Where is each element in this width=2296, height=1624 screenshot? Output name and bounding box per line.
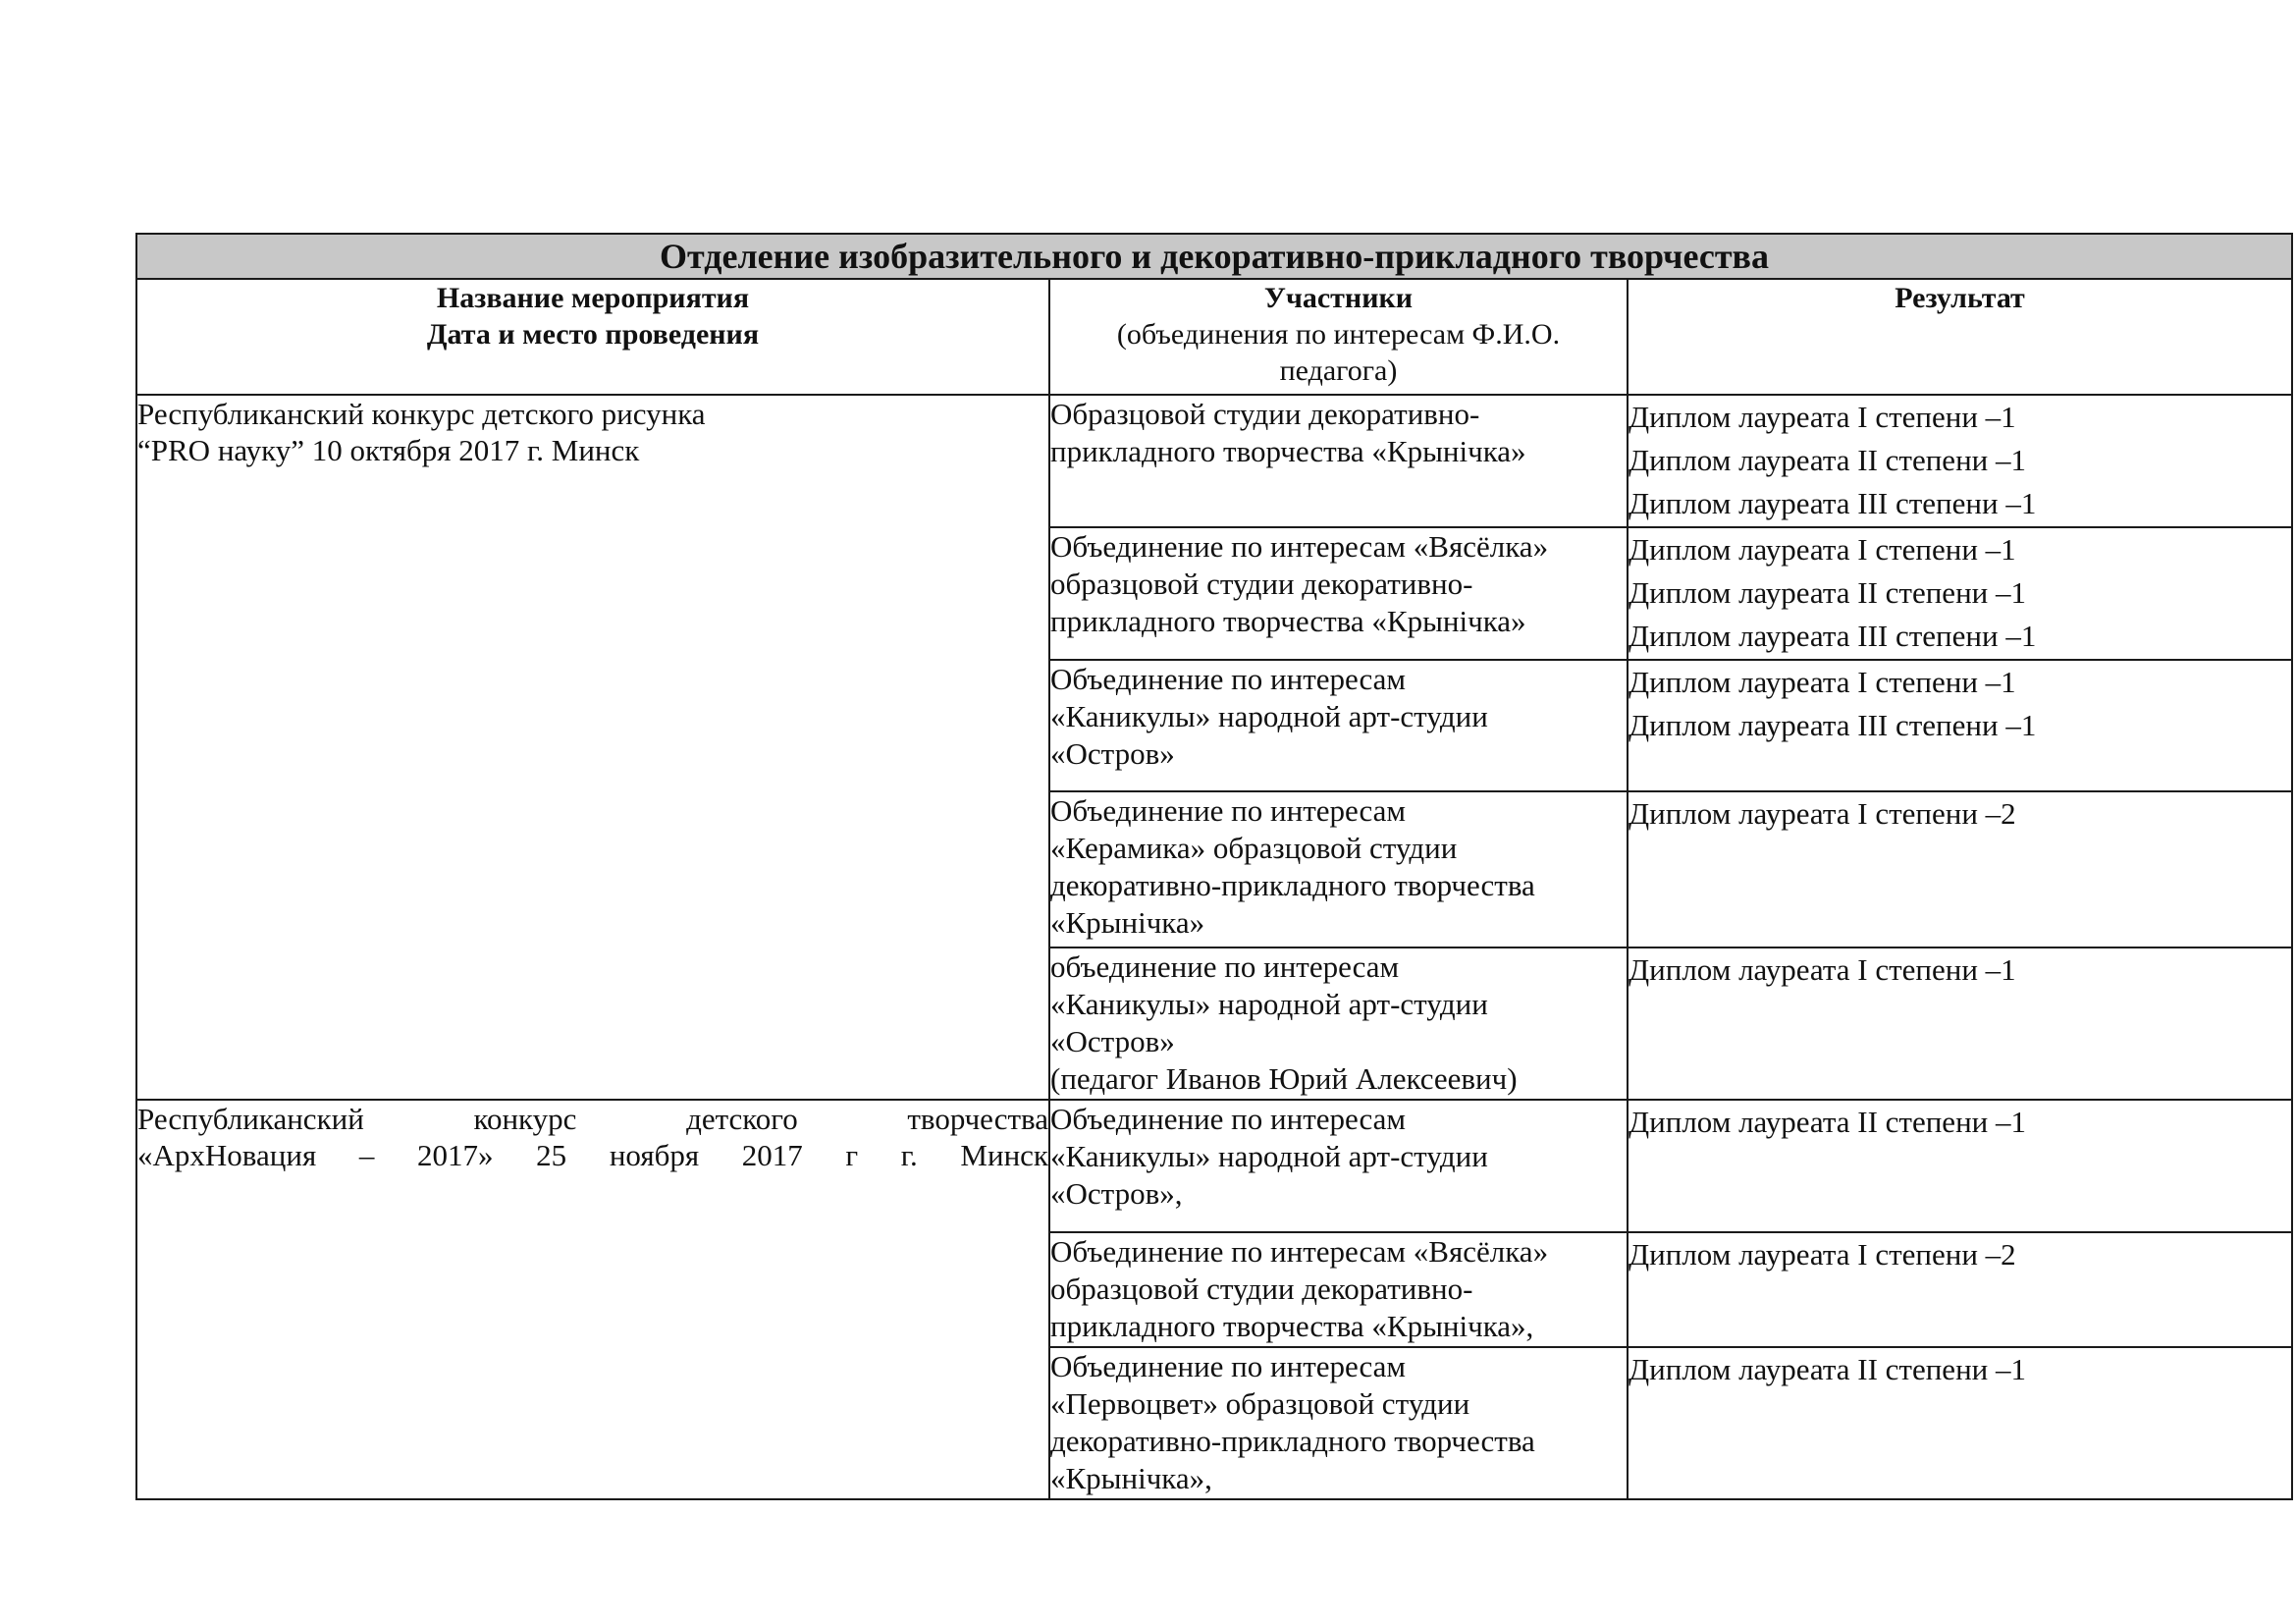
result-line: Диплом лауреата III степени –1 (1629, 708, 2037, 742)
section-title-row (136, 234, 2292, 279)
participant-line: (педагог Иванов Юрий Алексеевич) (1050, 1061, 1518, 1096)
result-line: Диплом лауреата II степени –1 (1629, 575, 2026, 610)
participant-line: Образцовой студии декоративно- (1050, 397, 1480, 431)
participant-line: Объединение по интересам (1050, 662, 1407, 696)
table-row (136, 395, 2292, 527)
header-participants-title: Участники (1263, 282, 1414, 314)
event-line: Республиканский конкурс детского творчества (137, 1102, 1048, 1136)
participant-cell (1049, 791, 1628, 947)
result-line: Диплом лауреата II степени –1 (1629, 1105, 2026, 1139)
participant-line: декоративно-прикладного творчества (1050, 868, 1535, 902)
result-cell (1628, 1232, 2292, 1347)
participant-line: образцовой студии декоративно- (1050, 1272, 1473, 1306)
participant-line: Объединение по интересам (1050, 793, 1407, 828)
result-line: Диплом лауреата III степени –1 (1629, 619, 2037, 653)
result-line: Диплом лауреата I степени –1 (1629, 952, 2016, 987)
participant-line: «Остров» (1050, 1024, 1175, 1058)
event-line: “PRO науку” 10 октября 2017 г. Минск (137, 433, 640, 467)
header-participants-note-1: (объединения по интересам Ф.И.О. (1116, 318, 1561, 351)
event-cell (136, 1100, 1049, 1499)
participant-line: «Крынічка», (1050, 1461, 1212, 1495)
result-cell (1628, 660, 2292, 791)
event-cell (136, 395, 1049, 1100)
participant-line: Объединение по интересам (1050, 1102, 1407, 1136)
results-table (135, 233, 2293, 1500)
participant-cell (1049, 660, 1628, 791)
header-row (136, 279, 2292, 395)
participant-cell (1049, 1100, 1628, 1232)
participant-cell (1049, 527, 1628, 660)
participant-line: Объединение по интересам (1050, 1349, 1407, 1383)
result-line: Диплом лауреата I степени –2 (1629, 1237, 2016, 1272)
participant-line: «Крынічка» (1050, 905, 1205, 940)
result-cell (1628, 395, 2292, 527)
result-cell (1628, 1347, 2292, 1499)
participant-line: «Остров», (1050, 1176, 1183, 1211)
result-cell (1628, 1100, 2292, 1232)
header-result (1628, 279, 2292, 395)
result-cell (1628, 791, 2292, 947)
result-cell (1628, 527, 2292, 660)
event-line: Республиканский конкурс детского рисунка (137, 397, 706, 431)
participant-cell (1049, 395, 1628, 527)
result-cell (1628, 947, 2292, 1100)
header-participants (1049, 279, 1628, 395)
result-line: Диплом лауреата I степени –1 (1629, 532, 2016, 567)
header-event (136, 279, 1049, 395)
section-title: Отделение изобразительного и декоративно-прикладного творчества (136, 234, 2292, 279)
result-line: Диплом лауреата III степени –1 (1629, 486, 2037, 520)
table-row (136, 1100, 2292, 1232)
participant-cell (1049, 947, 1628, 1100)
event-line: «АрхНовация – 2017» 25 ноября 2017 г г. Минск (137, 1138, 1048, 1172)
participant-line: Объединение по интересам «Вясёлка» (1050, 1234, 1549, 1269)
participant-line: Объединение по интересам «Вясёлка» (1050, 529, 1549, 564)
participant-line: «Остров» (1050, 736, 1175, 771)
result-line: Диплом лауреата II степени –1 (1629, 1352, 2026, 1386)
participant-line: «Каникулы» народной арт-студии (1050, 1139, 1488, 1173)
participant-line: прикладного творчества «Крынічка» (1050, 604, 1526, 638)
participant-line: прикладного творчества «Крынічка», (1050, 1309, 1534, 1343)
result-line: Диплом лауреата I степени –2 (1629, 796, 2016, 831)
participant-line: образцовой студии декоративно- (1050, 567, 1473, 601)
result-line: Диплом лауреата I степени –1 (1629, 665, 2016, 699)
participant-line: «Каникулы» народной арт-студии (1050, 987, 1488, 1021)
header-event-name: Название мероприятия (436, 282, 750, 314)
participant-cell (1049, 1232, 1628, 1347)
header-event-date: Дата и место проведения (426, 318, 760, 351)
result-line: Диплом лауреата I степени –1 (1629, 400, 2016, 434)
participant-line: «Первоцвет» образцовой студии (1050, 1386, 1470, 1421)
header-participants-note-2: педагога) (1279, 354, 1398, 387)
result-line: Диплом лауреата II степени –1 (1629, 443, 2026, 477)
participant-line: «Каникулы» народной арт-студии (1050, 699, 1488, 733)
header-result-title: Результат (1895, 282, 2025, 314)
participant-line: прикладного творчества «Крынічка» (1050, 434, 1526, 468)
participant-line: «Керамика» образцовой студии (1050, 831, 1458, 865)
participant-line: объединение по интересам (1050, 949, 1400, 984)
participant-cell (1049, 1347, 1628, 1499)
participant-line: декоративно-прикладного творчества (1050, 1424, 1535, 1458)
